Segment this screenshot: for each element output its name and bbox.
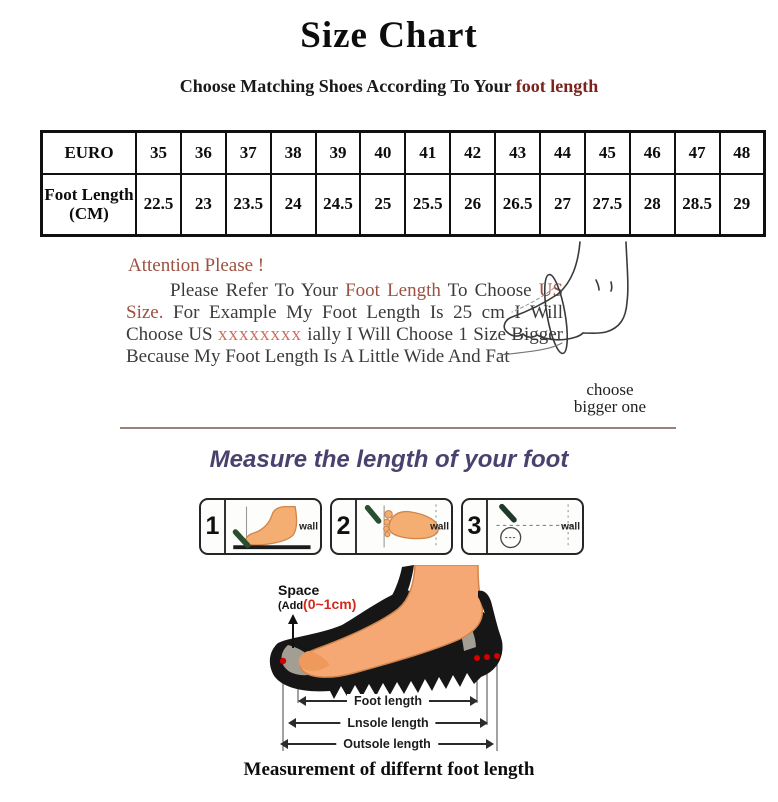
step-1-art [226, 500, 320, 553]
choose-note-line2: bigger one [573, 397, 647, 416]
space-add-prefix: (Add [278, 600, 304, 612]
size-table-header-cell: Foot Length (CM) [42, 174, 137, 236]
foot-toe-detail [523, 334, 537, 337]
attention-heading: Attention Please ! [128, 255, 265, 276]
foot-sole-line [537, 333, 583, 340]
attention-segment: Please Refer To Your [170, 280, 346, 301]
pencil-icon [368, 508, 379, 521]
measure-steps [199, 498, 584, 555]
size-table-value-cell: 46 [630, 132, 675, 174]
measure-step-1 [199, 498, 322, 555]
step-2-art [357, 500, 451, 553]
size-table-value-cell: 48 [720, 132, 765, 174]
size-table-value-cell: 24.5 [316, 174, 361, 236]
size-table-value-cell: 27.5 [585, 174, 630, 236]
measure-step-2 [330, 498, 453, 555]
ankle-mark-left [596, 280, 599, 290]
choose-bigger-note [548, 381, 672, 415]
measuring-band [540, 273, 572, 355]
size-table-value-cell: 44 [540, 132, 585, 174]
step-2-wall-label: wall [430, 521, 449, 532]
size-table-value-cell: 36 [181, 132, 226, 174]
size-table-value-cell: 42 [450, 132, 495, 174]
size-table-value-cell: 38 [271, 132, 316, 174]
size-table-value-cell: 26 [450, 174, 495, 236]
size-table-value-cell: 28 [630, 174, 675, 236]
size-table-value-cell: 28.5 [675, 174, 720, 236]
section-divider [120, 427, 676, 429]
foot-leg-back-line [583, 242, 628, 333]
step-1-wall-label: wall [299, 521, 318, 532]
step-3-art [488, 500, 582, 553]
attention-segment: US Size. [126, 280, 564, 323]
size-table-value-cell: 24 [271, 174, 316, 236]
space-label-text: Space [278, 582, 320, 598]
step-2-number: 2 [332, 500, 357, 553]
footer-caption: Measurement of differnt foot length [243, 759, 535, 780]
foot-sketch [498, 240, 668, 372]
step-3-number: 3 [463, 500, 488, 553]
size-table-value-cell: 29 [720, 174, 765, 236]
choose-note-line1: choose [586, 380, 634, 399]
size-table-value-cell: 23.5 [226, 174, 271, 236]
attention-segment: Foot Length [345, 280, 441, 301]
dimension-label: Foot length [347, 694, 429, 708]
space-annotation [278, 583, 356, 613]
size-table-row-euro [42, 132, 765, 174]
measure-section-heading: Measure the length of your foot [209, 446, 569, 473]
attention-segment: xxxxxxxx [217, 324, 302, 345]
step-1-number: 1 [201, 500, 226, 553]
step-3-wall-label: wall [561, 521, 580, 532]
dimension-label: Outsole length [336, 737, 438, 751]
subtitle-text: Choose Matching Shoes According To Your [179, 76, 516, 96]
size-table-value-cell: 41 [405, 132, 450, 174]
wide-pointer-line [500, 343, 562, 355]
attention-segment: ially I Will Choose 1 Size Bigger Because My Foot Length Is A Little Wide And Fat [126, 324, 564, 367]
attention-segment: For Example My Foot Length Is 25 cm I Will Choose US [126, 302, 563, 345]
size-table-value-cell: 26.5 [495, 174, 540, 236]
size-table-value-cell: 25.5 [405, 174, 450, 236]
size-table-value-cell: 23 [181, 174, 226, 236]
subtitle-accent: foot length [515, 76, 599, 96]
side-foot-shape [246, 507, 297, 545]
size-table-value-cell: 35 [136, 132, 181, 174]
attention-segment: To Choose [440, 280, 539, 301]
size-table-value-cell: 39 [316, 132, 361, 174]
size-chart-table [40, 130, 766, 237]
space-arrow-icon [287, 614, 299, 650]
size-table-value-cell: 25 [360, 174, 405, 236]
dimension-label: Lnsole length [340, 716, 435, 730]
size-table-row-footlength [42, 174, 765, 236]
dimension-outsole-length [280, 738, 494, 750]
space-add-value: (0~1cm) [303, 596, 357, 612]
foot-leg-front-line [558, 242, 580, 294]
dimension-foot-length [298, 695, 478, 707]
measure-step-3 [461, 498, 584, 555]
size-table-value-cell: 22.5 [136, 174, 181, 236]
page-subtitle [0, 76, 778, 97]
size-table-value-cell: 47 [675, 132, 720, 174]
size-table-value-cell: 45 [585, 132, 630, 174]
ankle-mark-right [611, 282, 612, 291]
page-title: Size Chart [300, 15, 478, 56]
size-table-value-cell: 40 [360, 132, 405, 174]
dimension-insole-length [288, 717, 488, 729]
size-table-value-cell: 37 [226, 132, 271, 174]
pencil-icon [502, 507, 514, 520]
size-table-value-cell: 27 [540, 174, 585, 236]
size-table-header-cell: EURO [42, 132, 137, 174]
size-table-value-cell: 43 [495, 132, 540, 174]
